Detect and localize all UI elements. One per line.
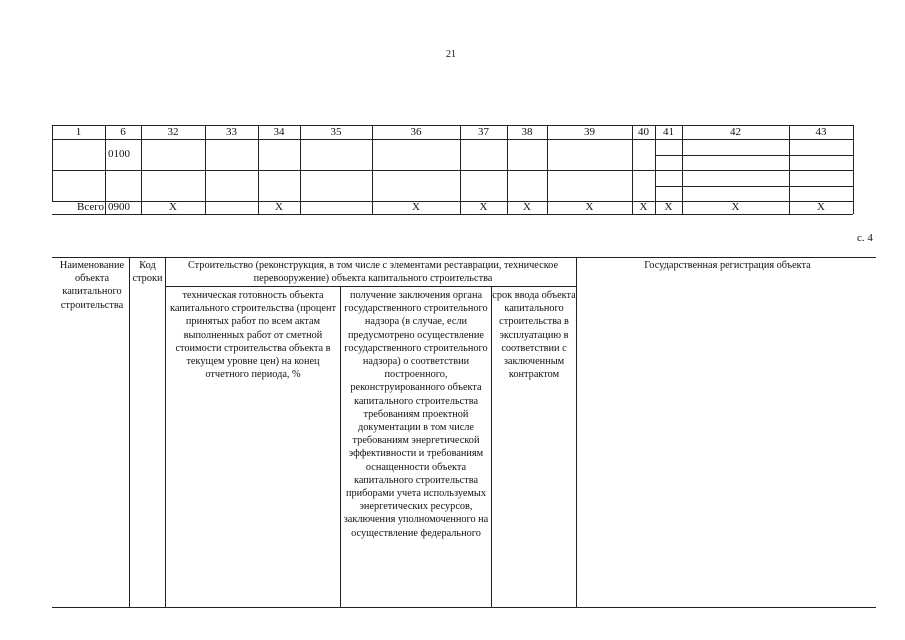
total-mark: Х <box>585 201 594 213</box>
section-label: с. 4 <box>857 232 873 244</box>
header-cell: 6 <box>120 126 126 138</box>
header-cell: 38 <box>521 126 533 138</box>
header-cell: 37 <box>478 126 489 138</box>
commissioning-header: срок ввода объекта капитального строительства в эксплуатацию в соответствии с заключенным контрактом <box>492 290 576 381</box>
registration-header: Государственная регистрация объекта <box>644 260 811 271</box>
col-divider <box>165 257 166 607</box>
col-divider <box>576 257 577 607</box>
construction-header: Строительство (реконструкция, в том числе с элементами реставрации, техническое перевооружение) объекта капитального строительства <box>187 260 559 285</box>
total-mark: Х <box>817 201 825 213</box>
col-name-header: Наименование объекта капитального строительства <box>59 260 125 311</box>
total-label: Всего <box>77 201 104 213</box>
total-mark: Х <box>664 201 673 213</box>
total-mark: Х <box>275 201 283 213</box>
header-cell: 36 <box>410 126 422 138</box>
total-mark: Х <box>479 201 488 213</box>
row-code: 0100 <box>108 148 130 160</box>
conclusion-header: получение заключения органа государственного строительного надзора (в случае, если предусмотрено осуществление государственного строительного надзора) о соответствии построенного, реконструированного объекта капитального строительства требованиям проектной документации в том числе требованиям энергетической эффективности и требованиям оснащенности объекта капитального строительства приборами учета используемых энергетических ресурсов, заключения уполномоченного на осуществление федерального <box>343 290 489 539</box>
subheader-border <box>166 286 577 287</box>
total-mark: Х <box>523 201 531 213</box>
header-cell: 35 <box>330 126 342 138</box>
table-top-border <box>52 257 876 258</box>
total-mark: Х <box>639 201 648 213</box>
total-mark: Х <box>169 201 177 213</box>
header-cell: 1 <box>75 126 82 138</box>
header-cell: 42 <box>730 126 741 138</box>
header-cell: 43 <box>815 126 827 138</box>
table-bottom-border <box>52 607 876 608</box>
total-code: 0900 <box>108 201 130 213</box>
total-mark: Х <box>412 201 420 213</box>
total-mark: Х <box>731 201 740 213</box>
header-cell: 33 <box>226 126 237 138</box>
tech-readiness-header: техническая готовность объекта капитального строительства (процент принятых работ по всем актам выполненных работ от сметной стоимости строительства объекта в текущем уровне цен) на конец отчетного периода, % <box>170 290 336 381</box>
header-cell: 41 <box>663 126 674 138</box>
page-number: 21 <box>446 49 456 60</box>
col-code-header: Код строки <box>132 260 163 285</box>
header-cell: 40 <box>638 126 649 138</box>
header-cell: 32 <box>167 126 179 138</box>
col-divider <box>129 257 130 607</box>
header-cell: 34 <box>273 126 285 138</box>
header-cell: 39 <box>584 126 595 138</box>
